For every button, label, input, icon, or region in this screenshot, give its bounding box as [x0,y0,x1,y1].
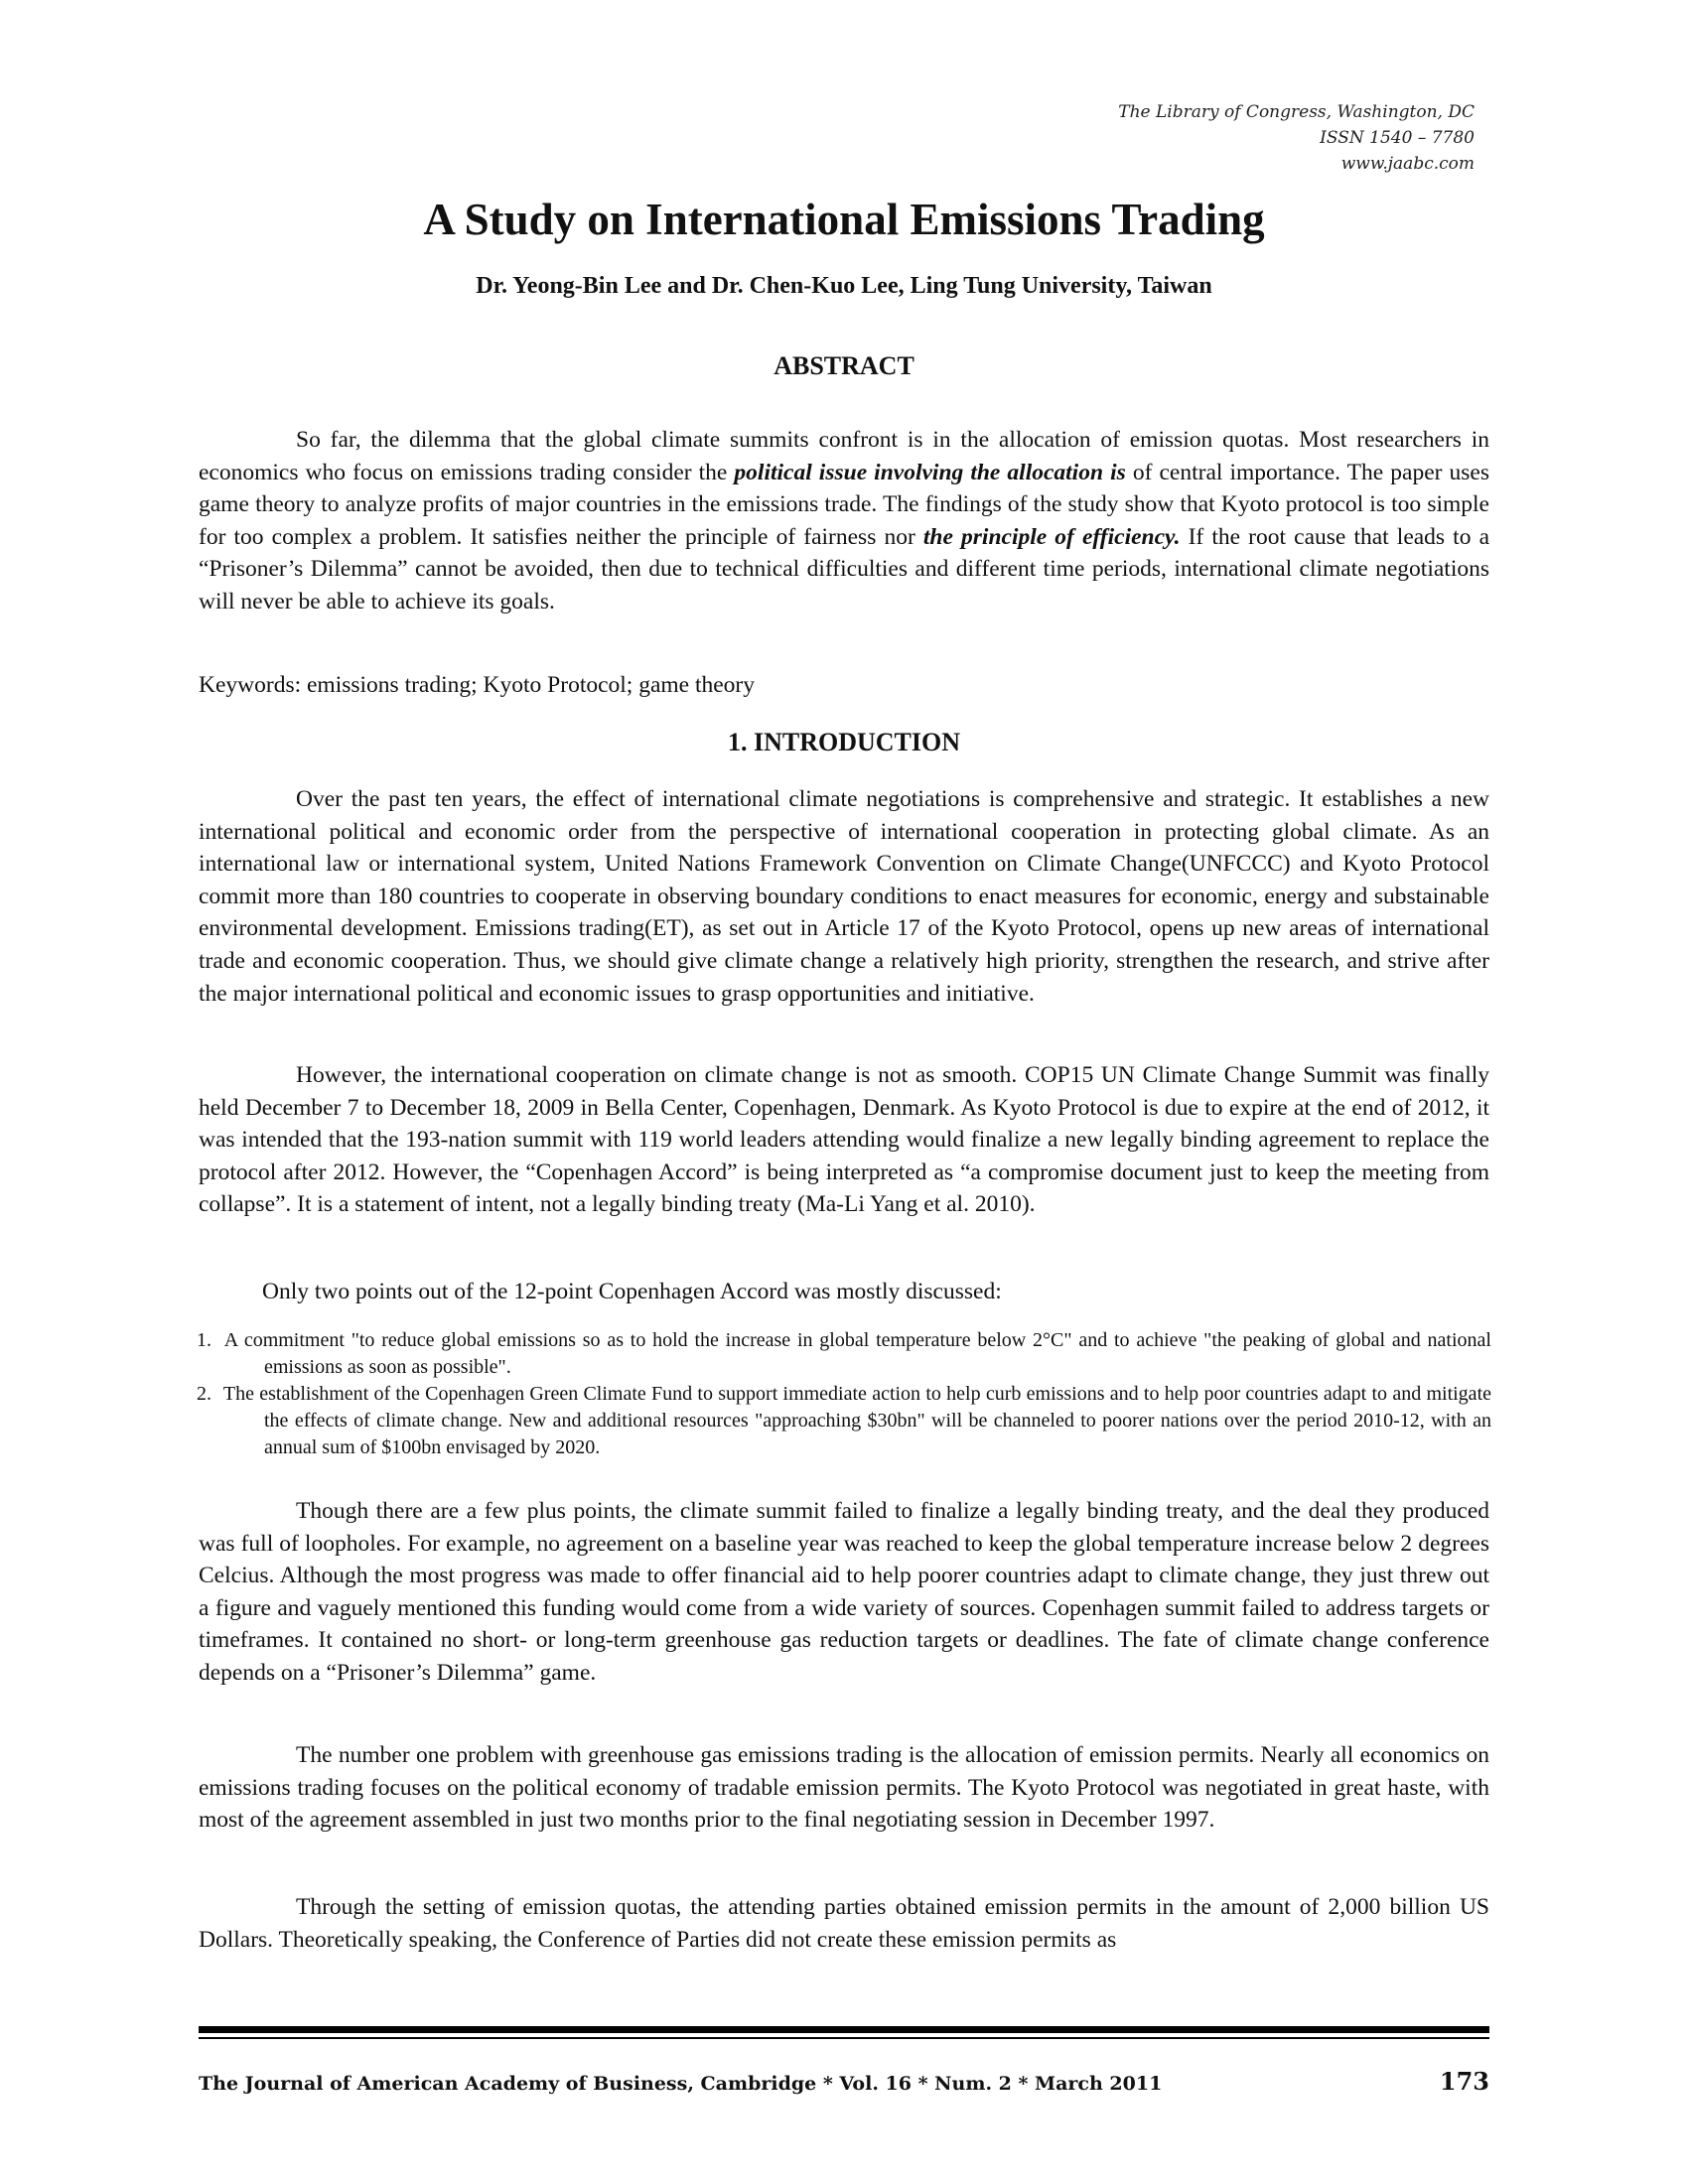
intro-paragraph-5: The number one problem with greenhouse gas emissions trading is the allocation of emission permits. Nearly all economics on emissions trading focuses on the political economy of tradable emission permits. The Kyoto Protocol was negotiated in great haste, with most of the agreement assembled in just two months prior to the final negotiating session in December 1997. [199,1742,1489,1834]
abstract-part-3: If the root cause that leads to a “Prisoner’s Dilemma” cannot be avoided, then due to technical difficulties and different time periods, international climate negotiations will never be able to achieve its goals. [199,523,1489,614]
page-number: 173 [1439,2067,1489,2096]
intro-paragraph-6: Through the setting of emission quotas, the attending parties obtained emission permits in the amount of 2,000 billion US Dollars. Theoretically speaking, the Conference of Parties did not create these emission permits as [199,1894,1489,1953]
list-item-number: 1. [197,1329,211,1351]
journal-footer: The Journal of American Academy of Business, Cambridge * Vol. 16 * Num. 2 * March 2011 [199,2073,1163,2095]
abstract-part-2: of central importance. The paper uses game theory to analyze profits of major countries in the emissions trade. The findings of the study show that Kyoto protocol is too simple for too complex a problem. It satisfies neither the principle of fairness nor [199,459,1489,550]
footer-rule-thick [199,2026,1489,2033]
intro-paragraph-4: Though there are a few plus points, the climate summit failed to finalize a legally binding treaty, and the deal they produced was full of loopholes. For example, no agreement on a baseline year was reached to keep the global temperature increase below 2 degrees Celcius. Although the most progress was made to offer financial aid to help poorer countries adapt to climate change, they just threw out a figure and vaguely mentioned this funding would come from a wide variety of sources. Copenhagen summit failed to address targets or timeframes. It contained no short- or long-term greenhouse gas reduction targets or deadlines. The fate of climate change conference depends on a “Prisoner’s Dilemma” game. [199,1498,1489,1686]
list-item [197,1381,1491,1461]
header-website-line: www.jaabc.com [1340,154,1475,174]
paper-title: A Study on International Emissions Trading [423,195,1265,244]
intro-paragraph-3: Only two points out of the 12-point Copenhagen Accord was mostly discussed: [262,1279,1002,1304]
paper-authors: Dr. Yeong-Bin Lee and Dr. Chen-Kuo Lee, Ling Tung University, Taiwan [476,273,1212,299]
header-library-line: The Library of Congress, Washington, DC [1118,102,1475,122]
list-item-number: 2. [197,1383,211,1405]
abstract-emphasis-1: political issue involving the allocation is [734,459,1126,485]
publication-header [879,99,1475,177]
list-item [197,1327,1491,1381]
abstract-heading: ABSTRACT [774,351,914,380]
footer-rule-thin [199,2037,1489,2039]
abstract-part-1: So far, the dilemma that the global climate summits confront is in the allocation of emission quotas. Most researchers in economics who focus on emissions trading consider the [199,427,1489,485]
introduction-heading: 1. INTRODUCTION [727,728,961,756]
list-item-text: A commitment "to reduce global emissions so as to hold the increase in global temperature below 2°C" and to achieve "the peaking of global and national emissions as soon as possible". [223,1329,1491,1378]
intro-paragraph-2: However, the international cooperation on climate change is not as smooth. COP15 UN Climate Change Summit was finally held December 7 to December 18, 2009 in Bella Center, Copenhagen, Denmark. As Kyoto Protocol is due to expire at the end of 2012, it was intended that the 193-nation summit with 119 world leaders attending would finalize a new legally binding agreement to replace the protocol after 2012. However, the “Copenhagen Accord” is being interpreted as “a compromise document just to keep the meeting from collapse”. It is a statement of intent, not a legally binding treaty (Ma-Li Yang et al. 2010). [199,1062,1489,1218]
abstract-emphasis-2: the principle of efficiency. [922,523,1181,550]
abstract-text [199,424,1489,618]
accord-points-list [197,1327,1491,1461]
header-issn-line: ISSN 1540 – 7780 [1320,128,1475,148]
list-item-text: The establishment of the Copenhagen Green Climate Fund to support immediate action to help curb emissions and to help poor countries adapt to and mitigate the effects of climate change. New and additional resources "approaching $30bn" will be channeled to poorer nations over the period 2010-12, with an annual sum of $100bn envisaged by 2020. [222,1383,1491,1458]
intro-paragraph-1: Over the past ten years, the effect of international climate negotiations is comprehensive and strategic. It establishes a new international political and economic order from the perspective of international cooperation in protecting global climate. As an international law or international system, United Nations Framework Convention on Climate Change(UNFCCC) and Kyoto Protocol commit more than 180 countries to cooperate in observing boundary conditions to enact measures for economic, energy and substainable environmental development. Emissions trading(ET), as set out in Article 17 of the Kyoto Protocol, opens up new areas of international trade and economic cooperation. Thus, we should give climate change a relatively high priority, strengthen the research, and strive after the major international political and economic issues to grasp opportunities and initiative. [199,786,1489,1007]
keywords: Keywords: emissions trading; Kyoto Protocol; game theory [199,672,756,698]
